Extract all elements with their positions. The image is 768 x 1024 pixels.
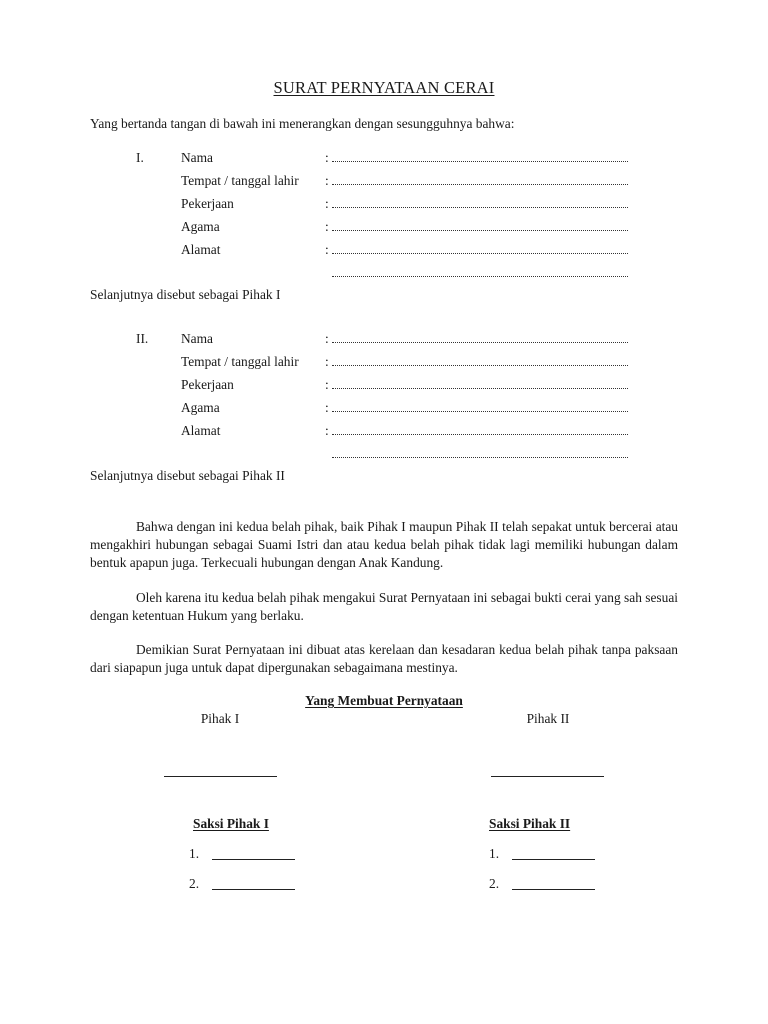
colon: :	[325, 173, 329, 188]
party1-job-field[interactable]	[332, 206, 628, 208]
party1-address-field[interactable]	[332, 252, 628, 254]
party2-religion-field[interactable]	[332, 410, 628, 412]
signature-right-label: Pihak II	[526, 711, 570, 726]
party2-job-field[interactable]	[332, 387, 628, 389]
witness-right-number: 2.	[489, 876, 500, 891]
colon: :	[325, 377, 329, 392]
witness-left-heading: Saksi Pihak I	[193, 816, 269, 831]
party2-name-label: Nama	[181, 331, 213, 346]
document-title: SURAT PERNYATAAN CERAI	[273, 78, 495, 97]
party1-religion-label: Agama	[181, 219, 220, 234]
party2-designation: Selanjutnya disebut sebagai Pihak II	[90, 468, 285, 483]
party2-address-field[interactable]	[332, 433, 628, 435]
party1-religion-field[interactable]	[332, 229, 628, 231]
signature-heading: Yang Membuat Pernyataan	[305, 693, 463, 708]
party1-name-field[interactable]	[332, 160, 628, 162]
party1-address-field-line2[interactable]	[332, 275, 628, 277]
witness-right-line-1[interactable]	[512, 859, 595, 860]
signature-line-right[interactable]	[491, 776, 604, 777]
witness-right-heading: Saksi Pihak II	[489, 816, 571, 831]
paragraph-agreement	[90, 518, 678, 572]
colon: :	[325, 219, 329, 234]
party2-birth-label: Tempat / tanggal lahir	[181, 354, 299, 369]
party1-birth-label: Tempat / tanggal lahir	[181, 173, 299, 188]
witness-right-number: 1.	[489, 846, 500, 861]
witness-left-number: 2.	[189, 876, 200, 891]
colon: :	[325, 331, 329, 346]
paragraph-acknowledgement	[90, 589, 678, 625]
signature-line-left[interactable]	[164, 776, 277, 777]
party1-address-label: Alamat	[181, 242, 221, 257]
party1-name-label: Nama	[181, 150, 213, 165]
paragraph-text: Bahwa dengan ini kedua belah pihak, baik Pihak I maupun Pihak II telah sepakat untuk bercerai atau mengakhiri hubungan sebagai Suami Istri dan atau kedua belah pihak tidak lagi memiliki hubungan dalam bentuk apapun juga. Terkecuali hubungan dengan Anak Kandung.	[90, 519, 678, 570]
party2-job-label: Pekerjaan	[181, 377, 234, 392]
party2-address-field-line2[interactable]	[332, 456, 628, 458]
colon: :	[325, 196, 329, 211]
intro-text: Yang bertanda tangan di bawah ini menerangkan dengan sesungguhnya bahwa:	[90, 116, 515, 131]
party2-numeral: II.	[136, 331, 149, 346]
witness-left-line-1[interactable]	[212, 859, 295, 860]
paragraph-closing	[90, 641, 678, 677]
party1-designation: Selanjutnya disebut sebagai Pihak I	[90, 287, 281, 302]
party2-address-label: Alamat	[181, 423, 221, 438]
party2-birth-field[interactable]	[332, 364, 628, 366]
paragraph-text: Demikian Surat Pernyataan ini dibuat atas kerelaan dan kesadaran kedua belah pihak tanpa paksaan dari siapapun juga untuk dapat dipergunakan sebagaimana mestinya.	[90, 642, 678, 675]
party2-religion-label: Agama	[181, 400, 220, 415]
colon: :	[325, 400, 329, 415]
witness-right-line-2[interactable]	[512, 889, 595, 890]
signature-left-label: Pihak I	[200, 711, 240, 726]
witness-left-number: 1.	[189, 846, 200, 861]
party1-birth-field[interactable]	[332, 183, 628, 185]
party1-job-label: Pekerjaan	[181, 196, 234, 211]
colon: :	[325, 150, 329, 165]
party2-name-field[interactable]	[332, 341, 628, 343]
colon: :	[325, 242, 329, 257]
witness-left-line-2[interactable]	[212, 889, 295, 890]
colon: :	[325, 354, 329, 369]
colon: :	[325, 423, 329, 438]
paragraph-text: Oleh karena itu kedua belah pihak mengakui Surat Pernyataan ini sebagai bukti cerai yang sah sesuai dengan ketentuan Hukum yang berlaku.	[90, 590, 678, 623]
party1-numeral: I.	[136, 150, 144, 165]
